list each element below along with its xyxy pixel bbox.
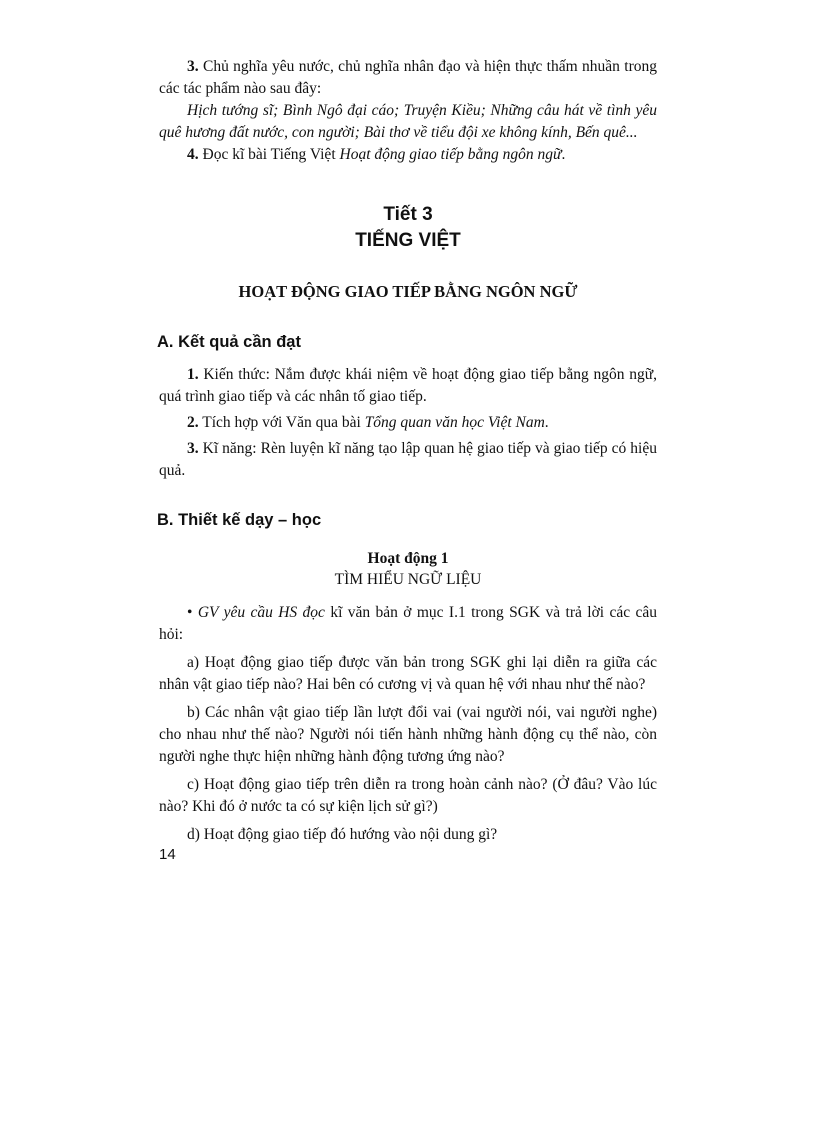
lesson-reference: Hoạt động giao tiếp bằng ngôn ngữ [339,146,562,163]
section-number: Tiết 3 [383,204,433,225]
lesson-title: HOẠT ĐỘNG GIAO TIẾP BẰNG NGÔN NGỮ [238,282,578,301]
activity-subtitle: TÌM HIỂU NGỮ LIỆU [334,571,482,588]
question-d: d) Hoạt động giao tiếp đó hướng vào nội dung gì? [187,826,498,843]
item-number: 3. [187,58,199,75]
activity-title: Hoạt động 1 [367,550,449,567]
part-a-item-2: 2. Tích hợp với Văn qua bài Tổng quan văn học Việt Nam. [187,414,549,431]
intro-item-3-works: Hịch tướng sĩ; Bình Ngô đại cáo; Truyện Kiều; Những câu hát về tình yêu quê hương đất nước, con người; Bài thơ về tiểu đội xe không kính, Bến quê... [159,102,657,141]
page-content [159,56,657,846]
item-number: 1. [187,366,199,383]
bullet-icon: • [187,604,193,621]
question-a: a) Hoạt động giao tiếp được văn bản trong SGK ghi lại diễn ra giữa các nhân vật giao tiếp nào? Hai bên có cương vị và quan hệ với nhau như thế nào? [159,654,657,693]
instruction-italic: GV yêu cầu HS đọc [197,604,325,621]
section-subject: TIẾNG VIỆT [355,230,461,251]
part-a-item-1 [159,364,657,408]
instruction-text: kĩ văn bản ở mục I.1 trong SGK và trả lời các câu hỏi: [159,604,658,643]
page-number: 14 [159,846,176,863]
lesson-reference: Tổng quan văn học Việt Nam [364,414,545,431]
item-number: 3. [187,440,199,457]
item-text: Tích hợp với Văn qua bài [198,414,365,431]
item-text: Chủ nghĩa yêu nước, chủ nghĩa nhân đạo và hiện thực thấm nhuần trong các tác phẩm nào sau đây: [159,58,657,97]
item-number: 2. [187,414,199,431]
intro-item-3 [159,56,657,100]
intro-item-4: 4. Đọc kĩ bài Tiếng Việt Hoạt động giao tiếp bằng ngôn ngữ. [187,146,566,163]
part-a-item-3 [159,438,657,482]
part-a-heading: A. Kết quả cần đạt [157,333,301,351]
question-c: c) Hoạt động giao tiếp trên diễn ra trong hoàn cảnh nào? (Ở đâu? Vào lúc nào? Khi đó ở nước ta có sự kiện lịch sử gì?) [159,776,657,815]
item-text: Đọc kĩ bài Tiếng Việt [198,146,340,163]
instruction [159,602,657,646]
item-text: Kĩ năng: Rèn luyện kĩ năng tạo lập quan hệ giao tiếp và giao tiếp có hiệu quả. [159,440,657,479]
item-text: Kiến thức: Nắm được khái niệm về hoạt động giao tiếp bằng ngôn ngữ, quá trình giao tiếp và các nhân tố giao tiếp. [159,366,657,405]
question-b: b) Các nhân vật giao tiếp lần lượt đổi vai (vai người nói, vai người nghe) cho nhau như thế nào? Người nói tiến hành những hành động cụ thể nào, còn người nghe thực hiện những hành động tương ứng nào? [159,704,657,765]
item-number: 4. [187,146,199,163]
part-b-heading: B. Thiết kế dạy – học [157,511,322,529]
